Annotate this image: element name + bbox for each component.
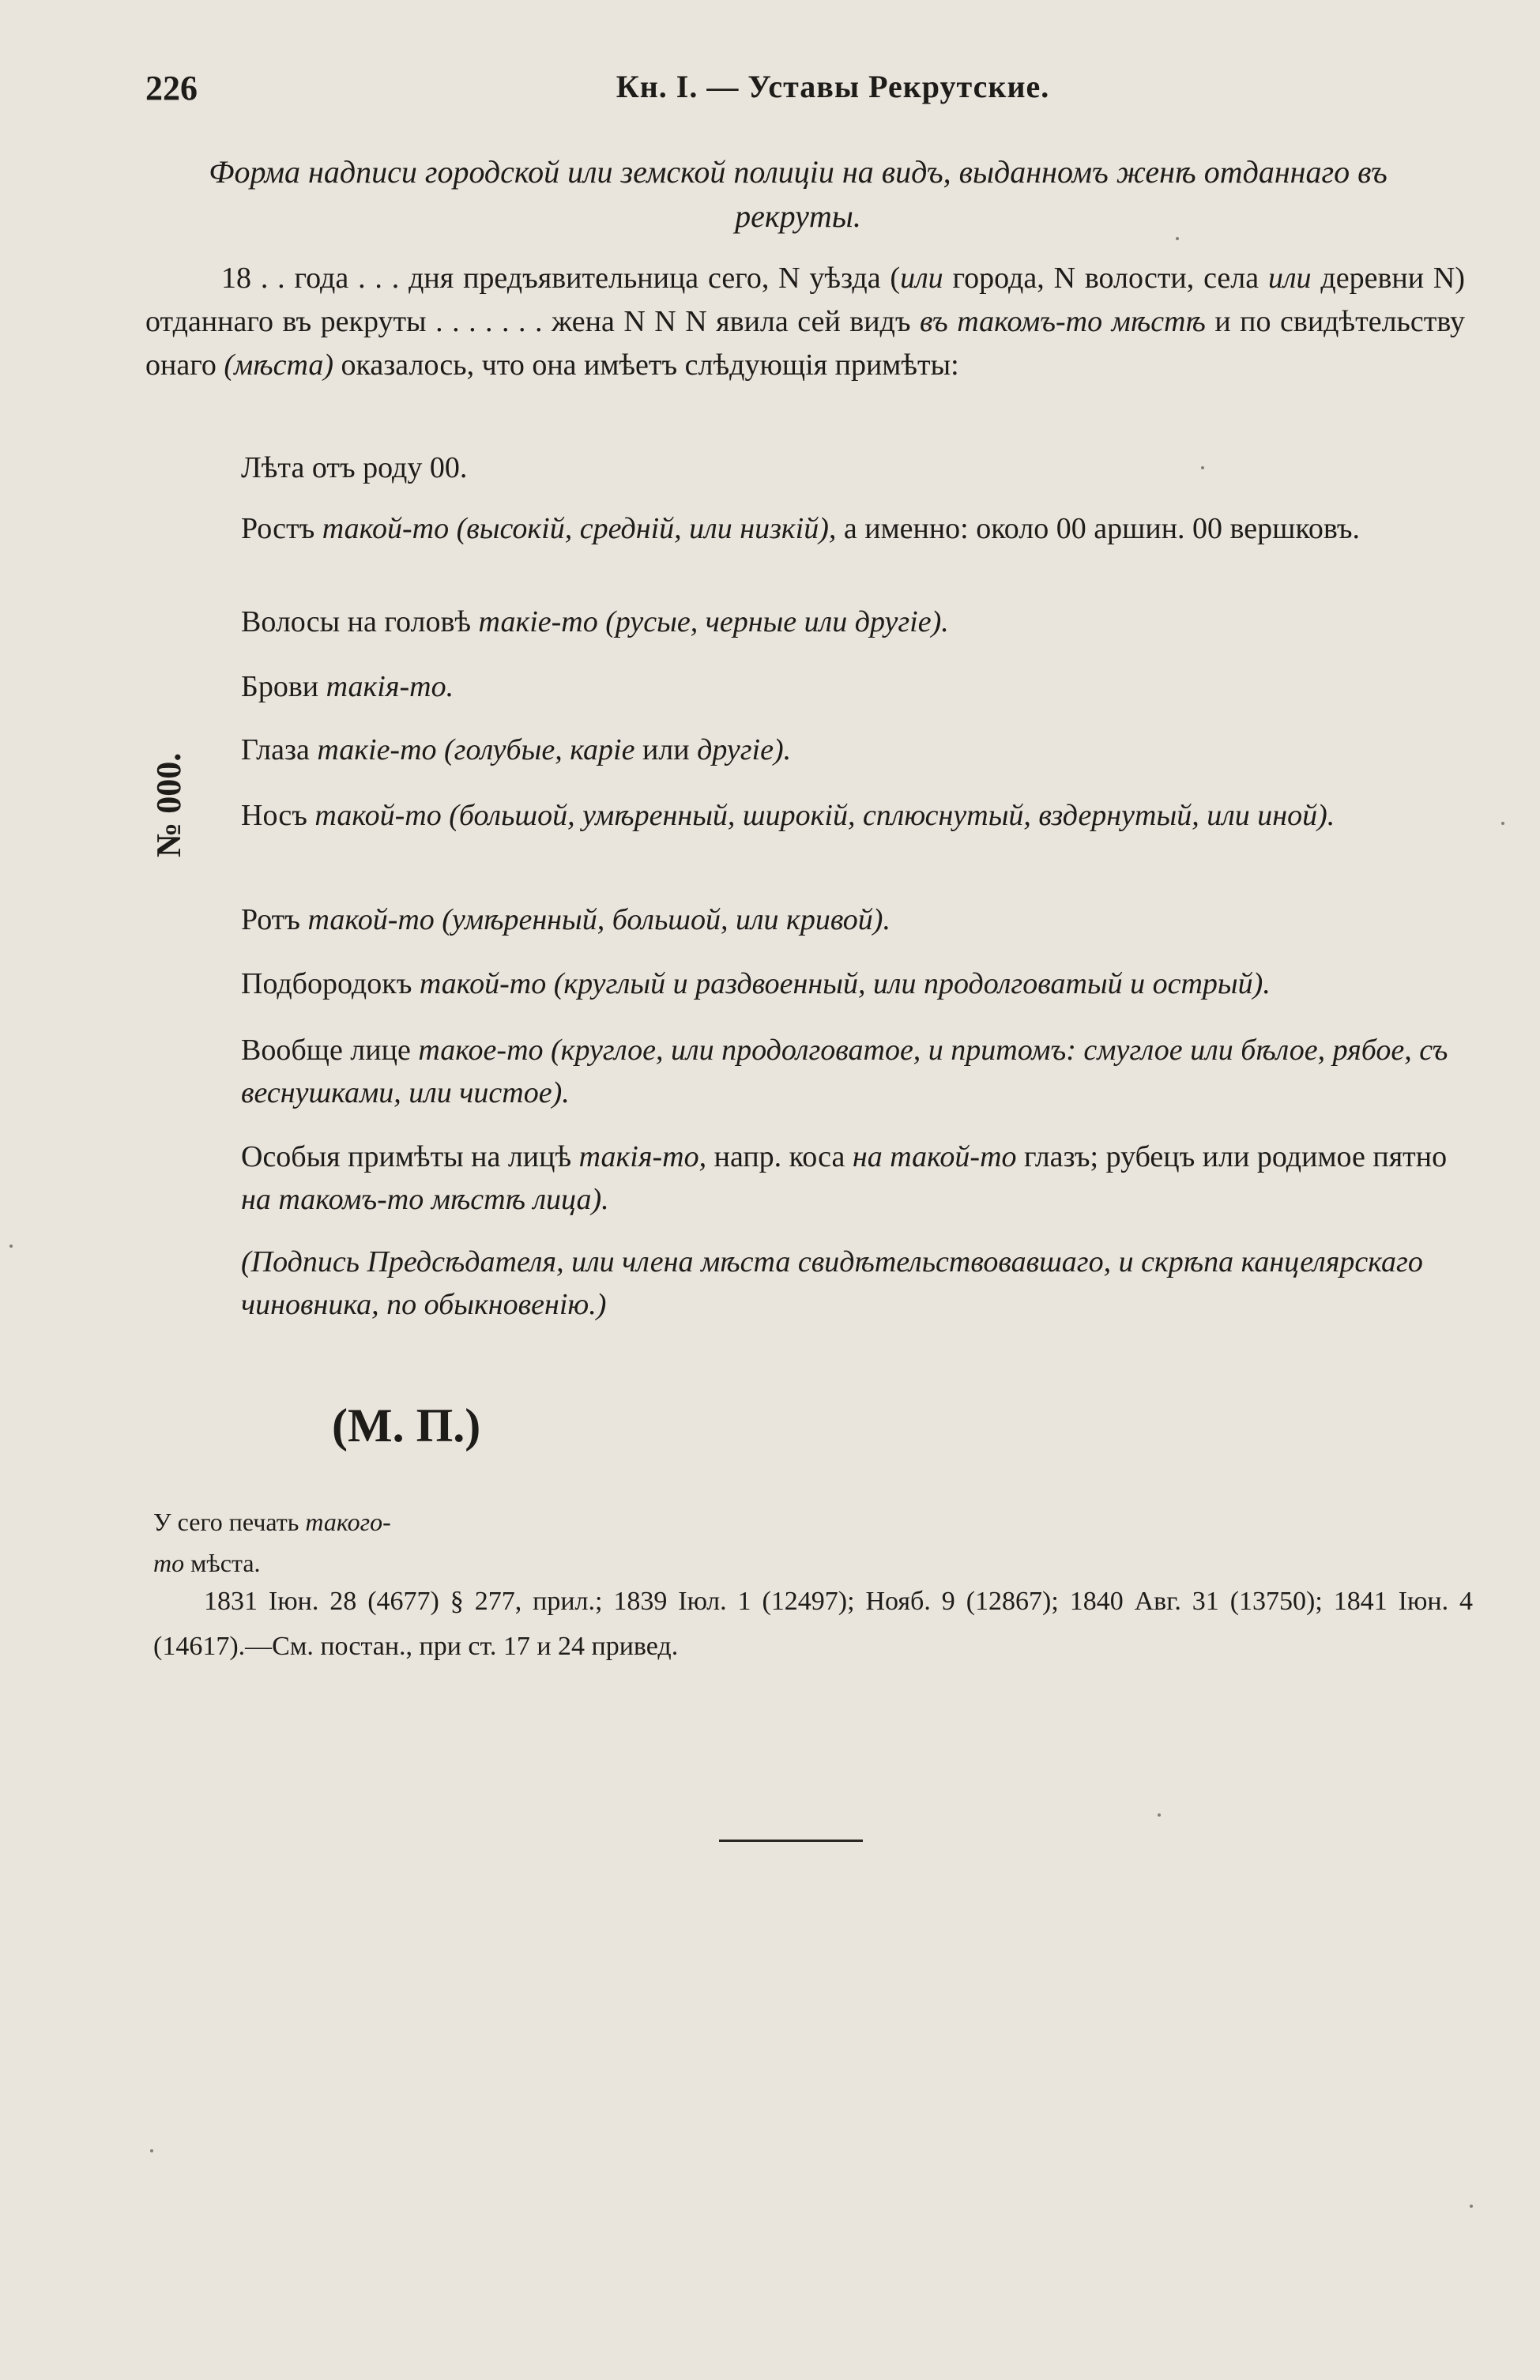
attr-age: Лѣта отъ роду 00. [241,451,468,484]
attr-brows: Брови такія-то. [241,670,454,703]
attr-hair: Волосы на головѣ такіе-то (русые, черные или другіе). [241,605,949,638]
attr-chin: Подбородокъ такой-то (круглый и раздвоенный, или продолговатый и острый). [241,967,1271,1000]
attr-special-marks: Особыя примѣты на лицѣ такія-то, напр. коса на такой-то глазъ; рубецъ или родимое пятно на такомъ-то мѣстѣ лица). [241,1140,1448,1216]
print-speck [9,1245,13,1248]
end-divider [719,1840,863,1842]
print-speck [1470,2205,1473,2208]
print-speck [150,2149,153,2152]
seal-note: У сего печать такого-то мѣста. [153,1508,391,1577]
print-speck [1201,466,1204,469]
intro-paragraph: 18 . . года . . . дня предъявительница сего, N уѣзда (или города, N волости, села или деревни N) отданнаго въ рекруты . . . . . . . жена N N N явила сей видъ въ такомъ-то мѣстѣ и по свидѣтельству онаго (мѣста) оказалось, что она имѣетъ слѣдующія примѣты: [145,262,1466,382]
print-speck [1501,822,1504,825]
attr-eyes: Глаза такіе-то (голубые, каріе или другіе). [241,733,792,766]
print-speck [1176,237,1179,240]
form-title: Форма надписи городской или земской полиціи на видъ, выданномъ женѣ отданнаго въ рекруты. [209,154,1388,234]
signature-note: (Подпись Предсѣдателя, или члена мѣста свидѣтельствовавшаго, и скрѣпа канцелярскаго чиновника, по обыкновенію.) [241,1245,1423,1321]
legal-references: 1831 Іюн. 28 (4677) § 277, прил.; 1839 Іюл. 1 (12497); Нояб. 9 (12867); 1840 Авг. 31 (13750); 1841 Іюн. 4 (14617).—См. постан., при ст. 17 и 24 привед. [153,1587,1473,1661]
page-number: 226 [145,69,198,107]
side-number: № 000. [149,752,188,857]
attr-nose: Носъ такой-то (большой, умѣренный, широкій, сплюснутый, вздернутый, или иной). [241,799,1335,832]
attr-face: Вообще лице такое-то (круглое, или продолговатое, и притомъ: смуглое или бѣлое, рябое, съ веснушками, или чистое). [241,1034,1448,1109]
print-speck [1158,1813,1161,1817]
attr-mouth: Ротъ такой-то (умѣренный, большой, или кривой). [241,903,890,936]
page-header [145,68,1410,115]
attr-height: Ростъ такой-то (высокій, средній, или низкій), а именно: около 00 аршин. 00 вершковъ. [241,512,1361,545]
running-head: Кн. I. — Уставы Рекрутские. [616,69,1050,104]
seal-mark: (М. П.) [332,1399,481,1452]
